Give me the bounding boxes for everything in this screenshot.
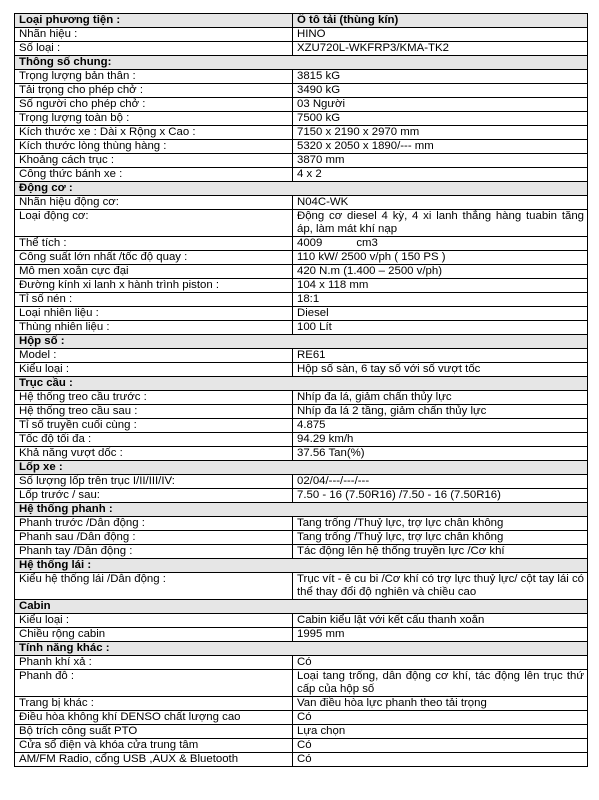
spec-row — [15, 419, 588, 433]
spec-row — [15, 447, 588, 461]
vehicle-type-value: Ô tô tải (thùng kín) — [293, 14, 588, 28]
spec-label: Đường kính xi lanh x hành trình piston : — [15, 279, 293, 293]
spec-value: 18:1 — [293, 293, 588, 307]
spec-row — [15, 614, 588, 628]
spec-label: Lốp trước / sau: — [15, 489, 293, 503]
spec-label: Nhãn hiệu động cơ: — [15, 196, 293, 210]
spec-value: 7150 x 2190 x 2970 mm — [293, 126, 588, 140]
spec-sheet — [14, 13, 586, 767]
spec-value: Động cơ diesel 4 kỳ, 4 xi lanh thẳng hàng tuabin tăng áp, làm mát khí nạp — [293, 210, 588, 237]
spec-value: Cabin kiểu lật với kết cấu thanh xoắn — [293, 614, 588, 628]
spec-label: Model : — [15, 349, 293, 363]
spec-value: Có — [293, 739, 588, 753]
spec-label: Phanh trước /Dẫn động : — [15, 517, 293, 531]
spec-row — [15, 433, 588, 447]
spec-value: 7500 kG — [293, 112, 588, 126]
spec-row — [15, 321, 588, 335]
spec-row — [15, 251, 588, 265]
spec-value: RE61 — [293, 349, 588, 363]
spec-row — [15, 545, 588, 559]
spec-label: Chiều rộng cabin — [15, 628, 293, 642]
spec-row — [15, 489, 588, 503]
spec-label: Tỉ số truyền cuối cùng : — [15, 419, 293, 433]
spec-label: AM/FM Radio, cổng USB ,AUX & Bluetooth — [15, 753, 293, 767]
spec-label: Loại nhiên liệu : — [15, 307, 293, 321]
spec-label: Công thức bánh xe : — [15, 168, 293, 182]
section-title: Hệ thống lái : — [15, 559, 588, 573]
spec-value: Tác động lên hệ thống truyền lực /Cơ khí — [293, 545, 588, 559]
section-title: Tính năng khác : — [15, 642, 588, 656]
spec-value: 3490 kG — [293, 84, 588, 98]
spec-label: Số loại : — [15, 42, 293, 56]
spec-row — [15, 573, 588, 600]
spec-row — [15, 293, 588, 307]
spec-value: Có — [293, 753, 588, 767]
spec-row — [15, 307, 588, 321]
spec-value: 03 Người — [293, 98, 588, 112]
spec-value: 110 kW/ 2500 v/ph ( 150 PS ) — [293, 251, 588, 265]
spec-value: 4.875 — [293, 419, 588, 433]
spec-value: Nhíp đa lá, giảm chấn thủy lực — [293, 391, 588, 405]
spec-row — [15, 363, 588, 377]
spec-value: 3815 kG — [293, 70, 588, 84]
spec-label: Tốc độ tối đa : — [15, 433, 293, 447]
spec-row — [15, 753, 588, 767]
section-header — [15, 335, 588, 349]
spec-row — [15, 697, 588, 711]
spec-value: 104 x 118 mm — [293, 279, 588, 293]
vehicle-type-row — [15, 14, 588, 28]
spec-value: 94.29 km/h — [293, 433, 588, 447]
spec-label: Kích thước xe : Dài x Rộng x Cao : — [15, 126, 293, 140]
spec-label: Phanh đỗ : — [15, 670, 293, 697]
section-header — [15, 642, 588, 656]
spec-value: Tang trống /Thuỷ lực, trợ lực chân không — [293, 531, 588, 545]
spec-value: 5320 x 2050 x 1890/--- mm — [293, 140, 588, 154]
spec-row — [15, 140, 588, 154]
spec-row — [15, 656, 588, 670]
spec-label: Điều hòa không khí DENSO chất lượng cao — [15, 711, 293, 725]
spec-label: Kiểu hệ thống lái /Dẫn động : — [15, 573, 293, 600]
spec-value: Có — [293, 656, 588, 670]
spec-value: 02/04/---/---/--- — [293, 475, 588, 489]
spec-label: Kiểu loại : — [15, 614, 293, 628]
spec-label: Bộ trích công suất PTO — [15, 725, 293, 739]
spec-label: Hệ thống treo cầu trước : — [15, 391, 293, 405]
spec-value: 3870 mm — [293, 154, 588, 168]
section-title: Lốp xe : — [15, 461, 588, 475]
spec-row — [15, 628, 588, 642]
spec-row — [15, 237, 588, 251]
spec-value: Loại tang trống, dẫn động cơ khí, tác động lên trục thứ cấp của hộp số — [293, 670, 588, 697]
spec-value: XZU720L-WKFRP3/KMA-TK2 — [293, 42, 588, 56]
spec-label: Khoảng cách trục : — [15, 154, 293, 168]
spec-label: Trọng lượng toàn bộ : — [15, 112, 293, 126]
spec-label: Công suất lớn nhất /tốc độ quay : — [15, 251, 293, 265]
section-header — [15, 600, 588, 614]
section-header — [15, 503, 588, 517]
spec-value-unit: cm3 — [356, 237, 378, 249]
vehicle-type-label: Loại phương tiện : — [15, 14, 293, 28]
spec-row — [15, 475, 588, 489]
spec-label: Thể tích : — [15, 237, 293, 251]
spec-label: Số lượng lốp trên trục I/II/III/IV: — [15, 475, 293, 489]
spec-value: N04C-WK — [293, 196, 588, 210]
spec-value: HINO — [293, 28, 588, 42]
spec-row — [15, 168, 588, 182]
spec-table — [14, 13, 588, 767]
section-title: Động cơ : — [15, 182, 588, 196]
spec-row — [15, 84, 588, 98]
section-title: Cabin — [15, 600, 588, 614]
spec-row — [15, 98, 588, 112]
spec-value: Diesel — [293, 307, 588, 321]
spec-value: Lựa chọn — [293, 725, 588, 739]
spec-row — [15, 126, 588, 140]
section-title: Hệ thống phanh : — [15, 503, 588, 517]
spec-row — [15, 279, 588, 293]
spec-row — [15, 154, 588, 168]
spec-value — [293, 237, 588, 251]
spec-value: Van điều hòa lực phanh theo tải trọng — [293, 697, 588, 711]
spec-label: Trang bị khác : — [15, 697, 293, 711]
spec-row — [15, 196, 588, 210]
spec-label: Mô men xoắn cực đại — [15, 265, 293, 279]
spec-label: Khả năng vượt dốc : — [15, 447, 293, 461]
spec-value: 7.50 - 16 (7.50R16) /7.50 - 16 (7.50R16) — [293, 489, 588, 503]
spec-label: Phanh sau /Dẫn động : — [15, 531, 293, 545]
spec-value: Tang trống /Thuỷ lực, trợ lực chân không — [293, 517, 588, 531]
spec-row — [15, 210, 588, 237]
spec-row — [15, 28, 588, 42]
spec-label: Phanh tay /Dẫn động : — [15, 545, 293, 559]
spec-row — [15, 531, 588, 545]
spec-label: Tỉ số nén : — [15, 293, 293, 307]
spec-row — [15, 70, 588, 84]
section-title: Thông số chung: — [15, 56, 588, 70]
spec-label: Tải trọng cho phép chở : — [15, 84, 293, 98]
spec-row — [15, 349, 588, 363]
section-header — [15, 56, 588, 70]
spec-value: 4 x 2 — [293, 168, 588, 182]
spec-value-number: 4009 — [297, 237, 323, 249]
spec-value: 100 Lít — [293, 321, 588, 335]
spec-row — [15, 670, 588, 697]
spec-value: Nhíp đa lá 2 tầng, giảm chấn thủy lực — [293, 405, 588, 419]
spec-value: 420 N.m (1.400 – 2500 v/ph) — [293, 265, 588, 279]
spec-row — [15, 265, 588, 279]
section-title: Trục cầu : — [15, 377, 588, 391]
spec-label: Trọng lượng bản thân : — [15, 70, 293, 84]
section-header — [15, 182, 588, 196]
spec-row — [15, 391, 588, 405]
spec-label: Số người cho phép chở : — [15, 98, 293, 112]
spec-value: 1995 mm — [293, 628, 588, 642]
spec-label: Nhãn hiệu : — [15, 28, 293, 42]
spec-value: Hộp số sàn, 6 tay số với số vượt tốc — [293, 363, 588, 377]
spec-label: Thùng nhiên liệu : — [15, 321, 293, 335]
spec-row — [15, 42, 588, 56]
spec-label: Hệ thống treo cầu sau : — [15, 405, 293, 419]
spec-label: Phanh khí xả : — [15, 656, 293, 670]
spec-value: Có — [293, 711, 588, 725]
spec-value: 37.56 Tan(%) — [293, 447, 588, 461]
spec-row — [15, 112, 588, 126]
spec-row — [15, 725, 588, 739]
section-header — [15, 377, 588, 391]
spec-label: Cửa sổ điện và khóa cửa trung tâm — [15, 739, 293, 753]
spec-label: Kiểu loại : — [15, 363, 293, 377]
spec-row — [15, 405, 588, 419]
spec-row — [15, 739, 588, 753]
spec-row — [15, 711, 588, 725]
spec-row — [15, 517, 588, 531]
section-title: Hộp số : — [15, 335, 588, 349]
section-header — [15, 461, 588, 475]
spec-value: Trục vít - ê cu bi /Cơ khí có trợ lực thuỷ lực/ cột tay lái có thể thay đổi độ nghiên và chiều cao — [293, 573, 588, 600]
section-header — [15, 559, 588, 573]
spec-label: Kích thước lòng thùng hàng : — [15, 140, 293, 154]
spec-label: Loại động cơ: — [15, 210, 293, 237]
